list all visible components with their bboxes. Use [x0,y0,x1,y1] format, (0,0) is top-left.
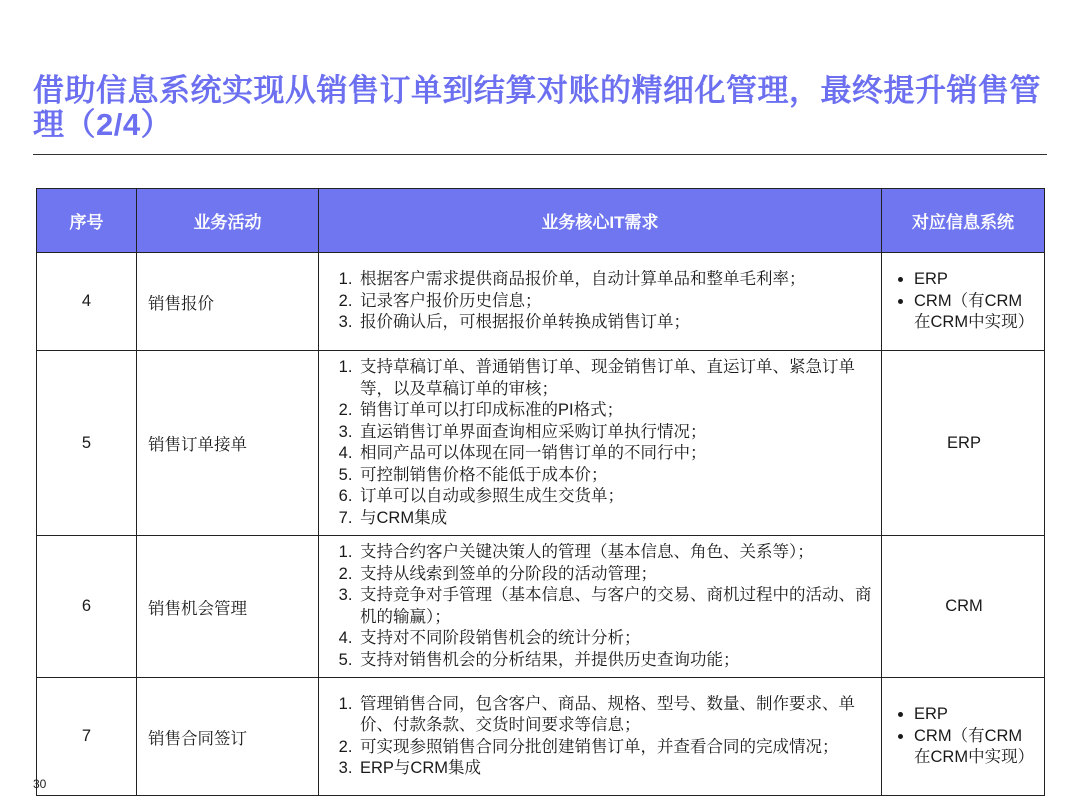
row-number: 7 [37,678,137,796]
row-number: 4 [37,253,137,351]
system-item: • CRM（有CRM在CRM中实现） [914,291,1036,334]
requirement-item: 5. 支持对销售机会的分析结果，并提供历史查询功能； [357,650,873,672]
row-activity: 销售报价 [137,253,319,351]
requirement-item: 3. 直运销售订单界面查询相应采购订单执行情况； [357,422,873,444]
system-item: • ERP [914,269,1036,291]
requirement-item: 4. 相同产品可以体现在同一销售订单的不同行中； [357,443,873,465]
row-requirements [319,536,882,678]
requirement-item: 2. 支持从线索到签单的分阶段的活动管理； [357,564,873,586]
row-activity: 销售合同签订 [137,678,319,796]
table-row [37,678,1045,796]
requirement-item: 1. 根据客户需求提供商品报价单，自动计算单品和整单毛利率； [357,269,873,291]
requirement-item: 2. 记录客户报价历史信息； [357,291,873,313]
row-systems [882,253,1045,351]
requirement-item: 2. 销售订单可以打印成标准的PI格式； [357,400,873,422]
table-row [37,351,1045,536]
requirement-item: 1. 支持草稿订单、普通销售订单、现金销售订单、直运订单、紧急订单等，以及草稿订单的审核； [357,357,873,400]
row-activity: 销售机会管理 [137,536,319,678]
page-number: 30 [33,777,47,791]
requirement-item: 4. 支持对不同阶段销售机会的统计分析； [357,628,873,650]
row-requirements [319,678,882,796]
row-systems [882,678,1045,796]
title-divider [33,154,1047,155]
row-requirements [319,253,882,351]
row-requirements [319,351,882,536]
requirements-table [36,188,1045,796]
system-item: • CRM（有CRM在CRM中实现） [914,726,1036,769]
requirement-item: 3. ERP与CRM集成 [357,758,873,780]
table-row [37,536,1045,678]
row-activity: 销售订单接单 [137,351,319,536]
requirement-item: 7. 与CRM集成 [357,508,873,530]
system-item: • ERP [914,704,1036,726]
requirement-item: 3. 支持竞争对手管理（基本信息、与客户的交易、商机过程中的活动、商机的输赢）； [357,585,873,628]
requirement-item: 1. 管理销售合同，包含客户、商品、规格、型号、数量、制作要求、单价、付款条款、交货时间要求等信息； [357,694,873,737]
table-row [37,253,1045,351]
requirement-item: 1. 支持合约客户关键决策人的管理（基本信息、角色、关系等）； [357,542,873,564]
requirement-item: 5. 可控制销售价格不能低于成本价； [357,465,873,487]
header-no: 序号 [37,189,137,253]
requirement-item: 2. 可实现参照销售合同分批创建销售订单，并查看合同的完成情况； [357,737,873,759]
row-number: 5 [37,351,137,536]
header-activity: 业务活动 [137,189,319,253]
header-requirements: 业务核心IT需求 [319,189,882,253]
table-header-row [37,189,1045,253]
row-number: 6 [37,536,137,678]
page-title: 借助信息系统实现从销售订单到结算对账的精细化管理，最终提升销售管理（2/4） [33,73,1041,142]
requirement-item: 6. 订单可以自动或参照生成生交货单； [357,486,873,508]
row-systems: ERP [882,351,1045,536]
requirement-item: 3. 报价确认后，可根据报价单转换成销售订单； [357,312,873,334]
header-systems: 对应信息系统 [882,189,1045,253]
row-systems: CRM [882,536,1045,678]
